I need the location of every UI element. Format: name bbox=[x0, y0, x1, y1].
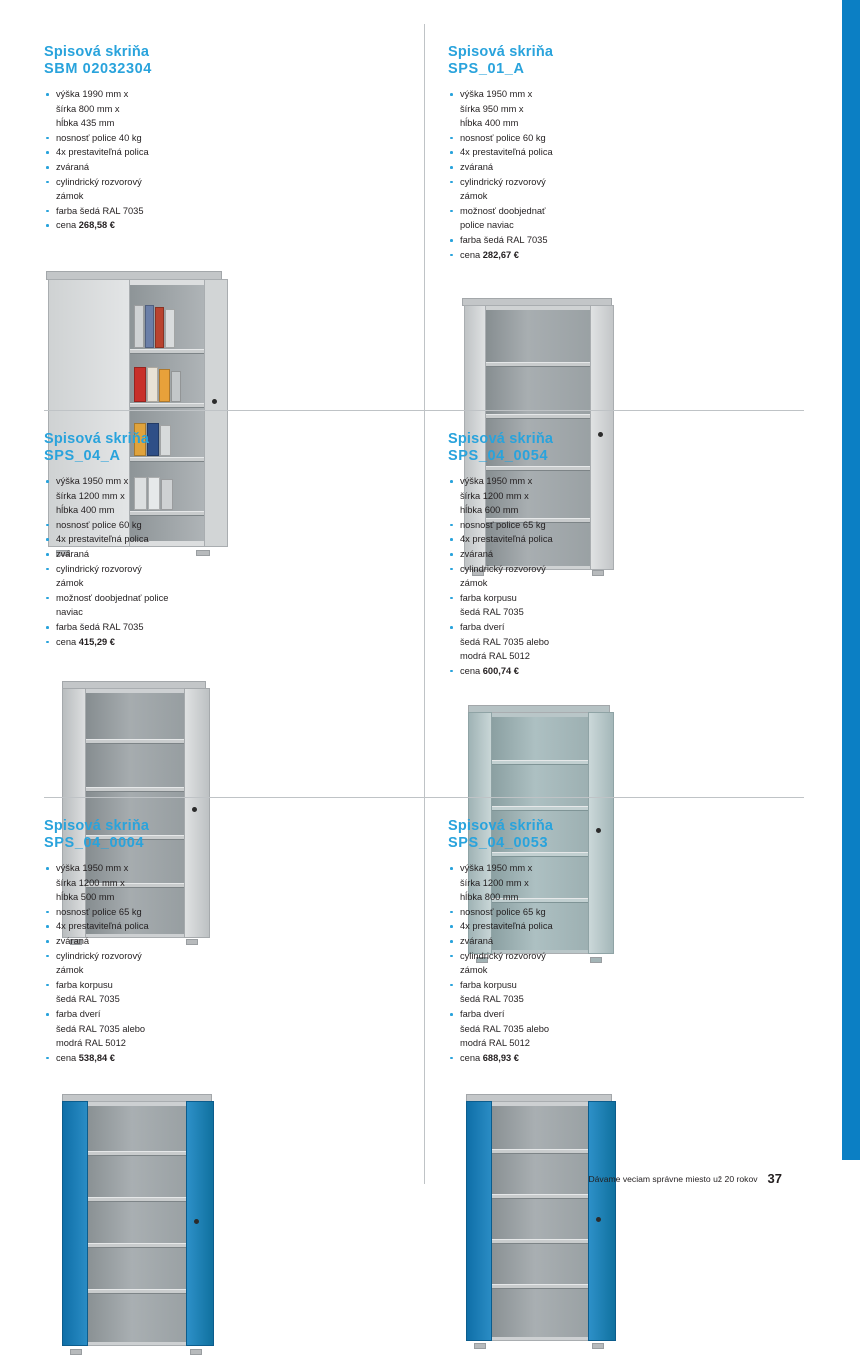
product-code: SPS_04_A bbox=[44, 448, 121, 464]
page-footer bbox=[588, 1171, 782, 1186]
list-item: farba šedá RAL 7035 bbox=[44, 204, 224, 219]
product-card-sps-04-0053 bbox=[424, 798, 804, 1184]
list-item: cylindrický rozvorový zámok bbox=[44, 949, 224, 978]
product-card-sps-04-0004 bbox=[44, 798, 424, 1184]
product-code: SPS_04_0004 bbox=[44, 835, 145, 851]
list-item: farba dverí šedá RAL 7035 alebo modrá RAL 5012 bbox=[448, 620, 628, 664]
product-name: Spisová skriňa bbox=[44, 44, 150, 60]
list-item: zváraná bbox=[44, 934, 224, 949]
spec-line: výška 1990 mm x bbox=[56, 89, 129, 99]
spec-line: šírka 800 mm x bbox=[56, 103, 120, 114]
product-code: SPS_04_0054 bbox=[448, 448, 549, 464]
product-specs bbox=[448, 861, 628, 1065]
page-number: 37 bbox=[767, 1171, 782, 1186]
list-item-price bbox=[448, 664, 628, 679]
product-title bbox=[448, 44, 794, 78]
product-specs bbox=[448, 474, 628, 678]
list-item-price bbox=[44, 1051, 224, 1066]
list-item: nosnosť police 65 kg bbox=[448, 518, 628, 533]
list-item: farba dverí šedá RAL 7035 alebo modrá RAL 5012 bbox=[44, 1007, 224, 1051]
list-item: 4x prestaviteľná polica bbox=[448, 145, 628, 160]
list-item: farba šedá RAL 7035 bbox=[448, 233, 628, 248]
product-code: SPS_01_A bbox=[448, 61, 525, 77]
product-name: Spisová skriňa bbox=[448, 818, 554, 834]
product-row bbox=[44, 797, 804, 1184]
list-item-price bbox=[448, 248, 628, 263]
list-item: farba korpusu šedá RAL 7035 bbox=[448, 591, 628, 620]
list-item: 4x prestaviteľná polica bbox=[448, 919, 628, 934]
price-value: 282,67 € bbox=[482, 249, 519, 260]
list-item: výška 1950 mm x šírka 1200 mm x hĺbka 600 mm bbox=[448, 474, 628, 518]
list-item-price bbox=[44, 218, 224, 233]
list-item: nosnosť police 65 kg bbox=[448, 905, 628, 920]
product-specs bbox=[44, 861, 224, 1065]
product-name: Spisová skriňa bbox=[44, 818, 150, 834]
list-item-price bbox=[44, 635, 224, 650]
product-specs bbox=[44, 474, 224, 649]
product-title bbox=[448, 431, 794, 465]
product-row bbox=[44, 24, 804, 410]
list-item: farba korpusu šedá RAL 7035 bbox=[44, 978, 224, 1007]
list-item: zváraná bbox=[448, 934, 628, 949]
product-code: SPS_04_0053 bbox=[448, 835, 549, 851]
list-item: nosnosť police 60 kg bbox=[448, 131, 628, 146]
product-card-sps-04-0054 bbox=[424, 411, 804, 797]
list-item: nosnosť police 40 kg bbox=[44, 131, 224, 146]
list-item: 4x prestaviteľná polica bbox=[44, 532, 224, 547]
product-card-sps-04-a bbox=[44, 411, 424, 797]
product-card-sps-01-a bbox=[424, 24, 804, 410]
product-specs bbox=[44, 87, 224, 233]
list-item: farba šedá RAL 7035 bbox=[44, 620, 224, 635]
product-row bbox=[44, 410, 804, 797]
list-item: cylindrický rozvorový zámok bbox=[448, 175, 628, 204]
price-label: cena bbox=[56, 636, 77, 647]
product-card-sbm-02032304 bbox=[44, 24, 424, 410]
list-item: výška 1950 mm x šírka 1200 mm x hĺbka 400 mm bbox=[44, 474, 224, 518]
list-item bbox=[44, 87, 224, 131]
price-value: 268,58 € bbox=[78, 220, 115, 231]
price-value: 538,84 € bbox=[78, 1052, 115, 1063]
product-name: Spisová skriňa bbox=[44, 431, 150, 447]
page-edge-strip bbox=[842, 0, 860, 1160]
list-item: zváraná bbox=[44, 547, 224, 562]
product-title bbox=[44, 818, 414, 852]
price-value: 688,93 € bbox=[482, 1052, 519, 1063]
list-item: cylindrický rozvorový zámok bbox=[44, 175, 224, 204]
price-value: 600,74 € bbox=[482, 665, 519, 676]
list-item: 4x prestaviteľná polica bbox=[448, 532, 628, 547]
list-item: možnosť doobjednať police naviac bbox=[44, 591, 224, 620]
list-item: výška 1950 mm x šírka 1200 mm x hĺbka 800 mm bbox=[448, 861, 628, 905]
list-item: výška 1950 mm x šírka 950 mm x hĺbka 400 mm bbox=[448, 87, 628, 131]
product-title bbox=[44, 44, 414, 78]
price-label: cena bbox=[460, 665, 481, 676]
product-title bbox=[448, 818, 794, 852]
price-label: cena bbox=[460, 1052, 481, 1063]
product-image-sps-04-0004 bbox=[38, 1091, 238, 1359]
list-item: farba korpusu šedá RAL 7035 bbox=[448, 978, 628, 1007]
price-label: cena bbox=[460, 249, 481, 260]
list-item: zváraná bbox=[448, 547, 628, 562]
list-item: farba dverí šedá RAL 7035 alebo modrá RAL 5012 bbox=[448, 1007, 628, 1051]
list-item: zváraná bbox=[448, 160, 628, 175]
product-specs bbox=[448, 87, 628, 262]
list-item: 4x prestaviteľná polica bbox=[44, 145, 224, 160]
price-label: cena bbox=[56, 1052, 77, 1063]
list-item: nosnosť police 60 kg bbox=[44, 518, 224, 533]
product-code: SBM 02032304 bbox=[44, 61, 152, 77]
list-item: zváraná bbox=[44, 160, 224, 175]
list-item: nosnosť police 65 kg bbox=[44, 905, 224, 920]
list-item-price bbox=[448, 1051, 628, 1066]
product-image-sps-04-0053 bbox=[444, 1091, 634, 1353]
product-title bbox=[44, 431, 414, 465]
list-item: 4x prestaviteľná polica bbox=[44, 919, 224, 934]
list-item: cylindrický rozvorový zámok bbox=[448, 949, 628, 978]
product-name: Spisová skriňa bbox=[448, 431, 554, 447]
price-label: cena bbox=[56, 220, 77, 231]
price-value: 415,29 € bbox=[78, 636, 115, 647]
list-item: výška 1950 mm x šírka 1200 mm x hĺbka 500 mm bbox=[44, 861, 224, 905]
spec-line: hĺbka 435 mm bbox=[56, 118, 115, 129]
list-item: možnosť doobjednať police naviac bbox=[448, 204, 628, 233]
product-grid bbox=[44, 24, 804, 1184]
list-item: cylindrický rozvorový zámok bbox=[448, 562, 628, 591]
product-name: Spisová skriňa bbox=[448, 44, 554, 60]
list-item: cylindrický rozvorový zámok bbox=[44, 562, 224, 591]
footer-tagline: Dávame veciam správne miesto už 20 rokov bbox=[588, 1173, 758, 1184]
